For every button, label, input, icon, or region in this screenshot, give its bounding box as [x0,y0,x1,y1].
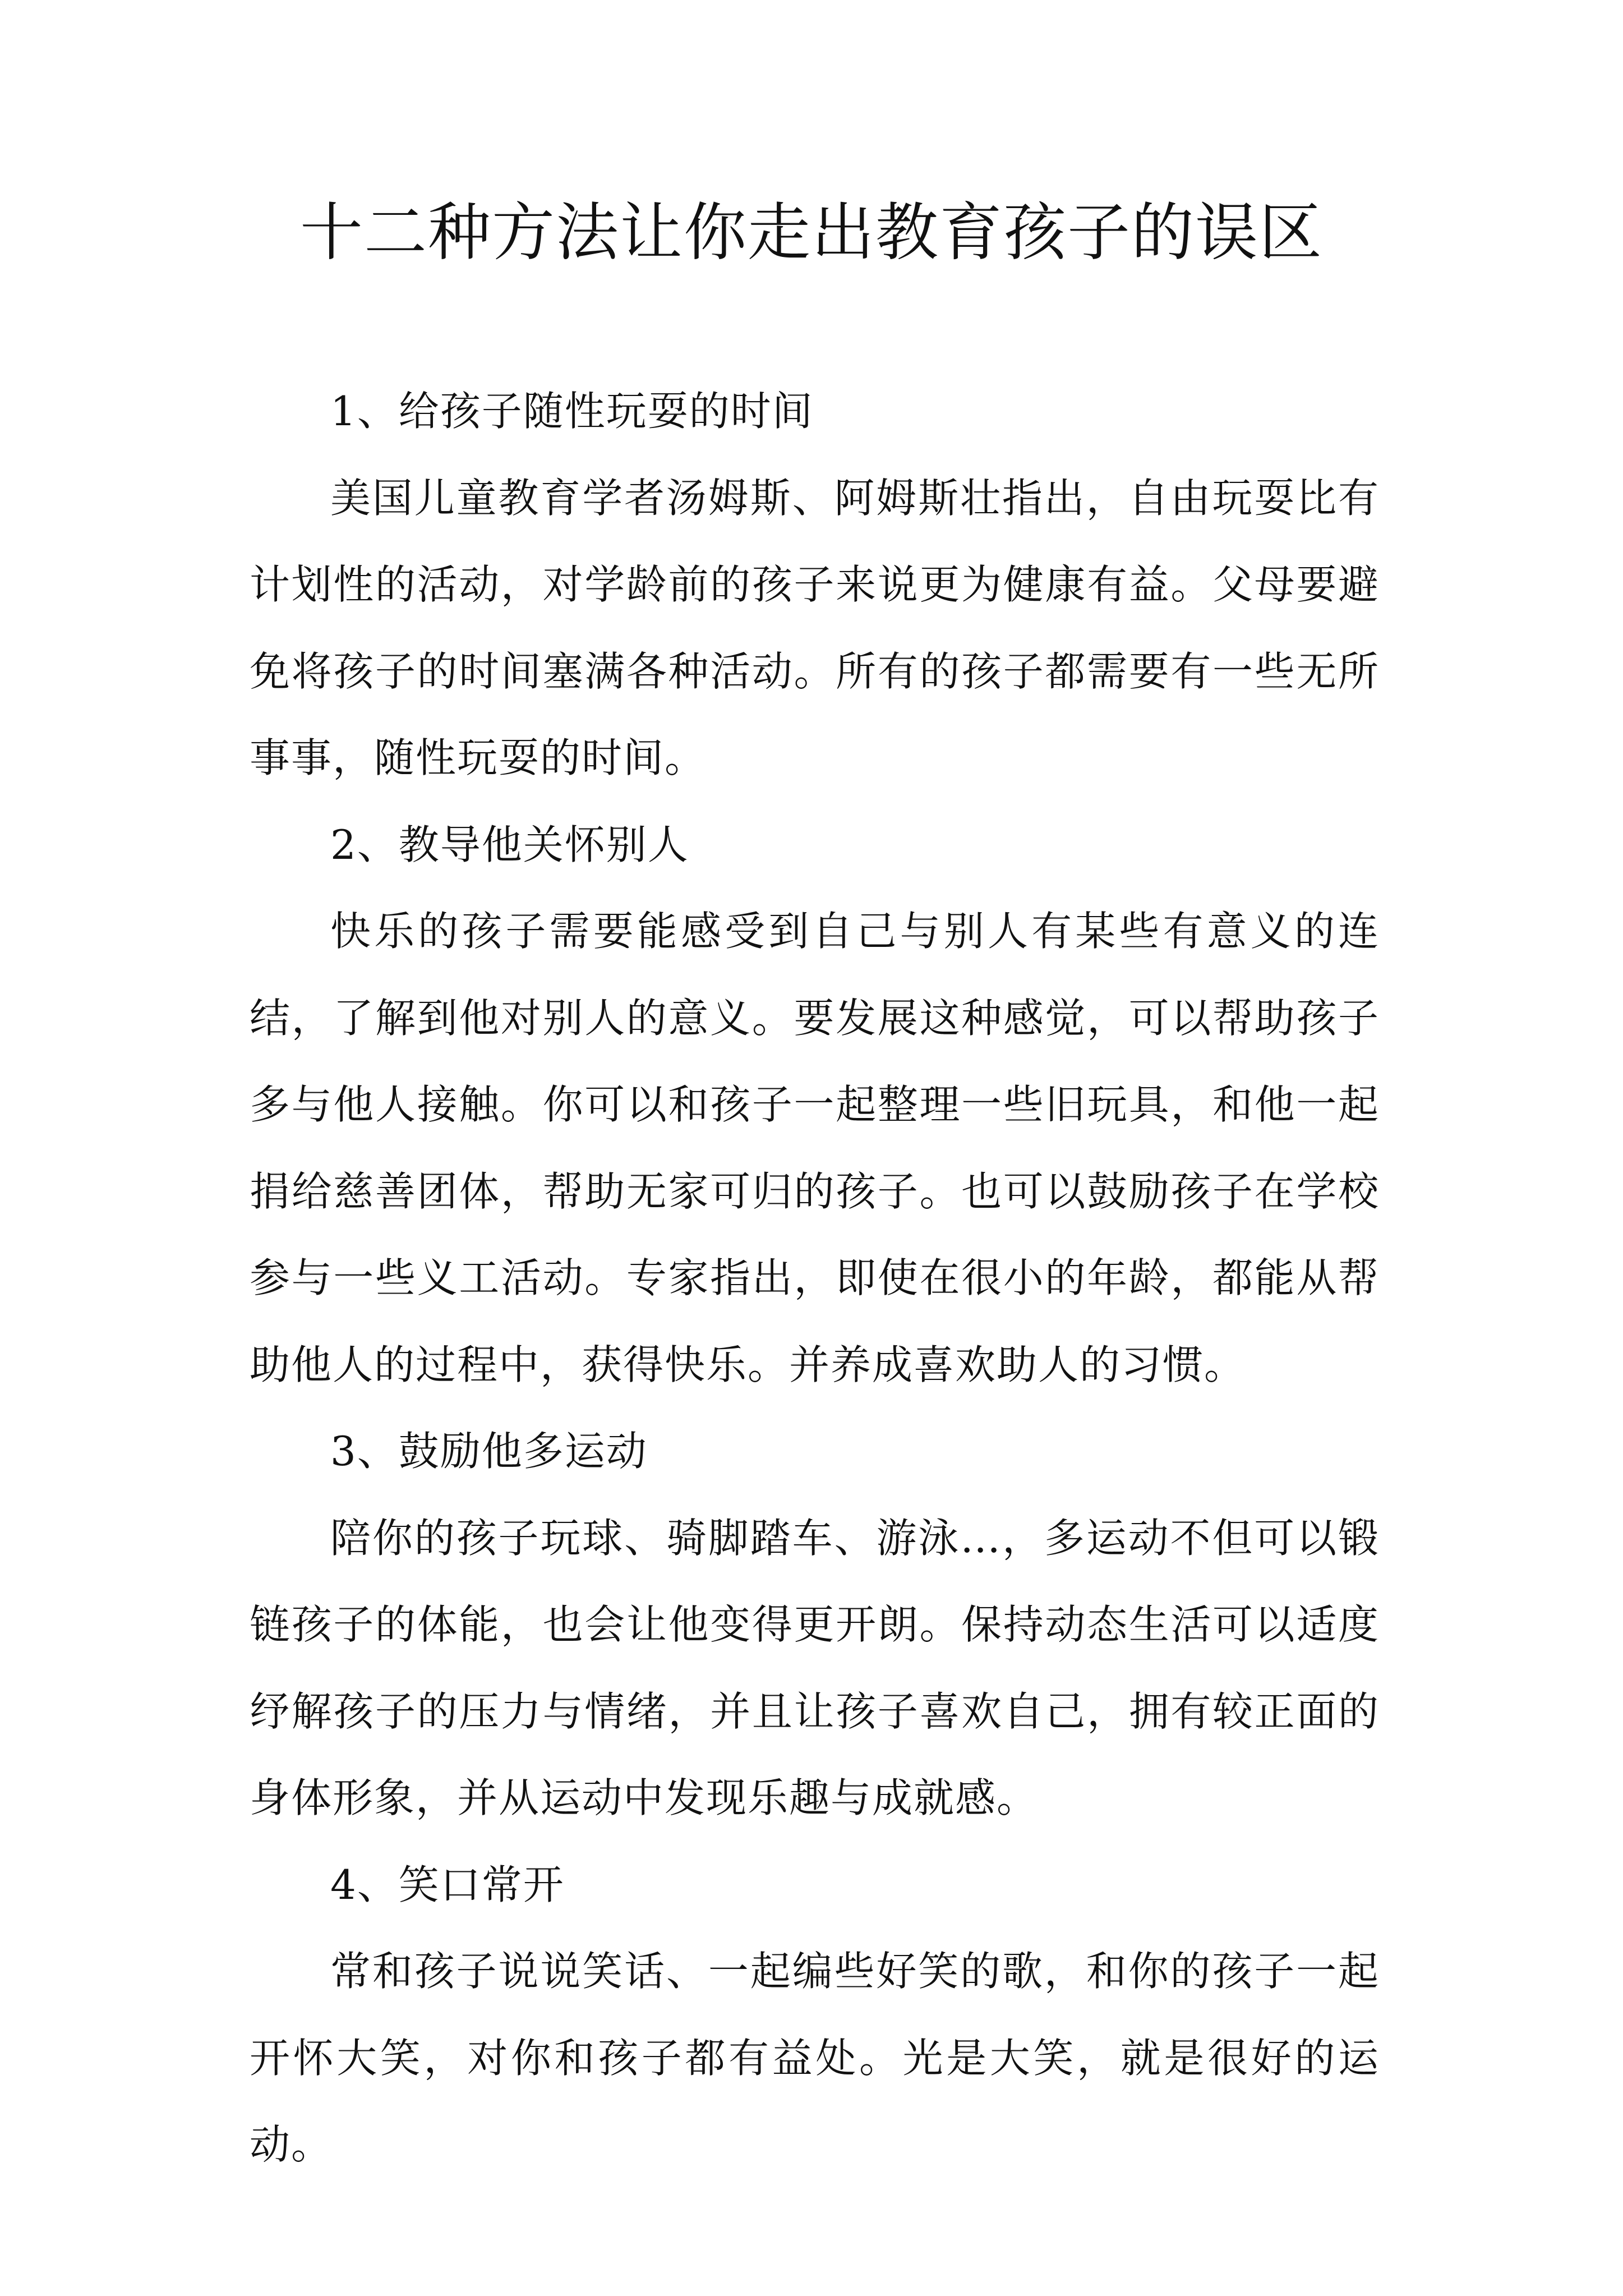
section-2-heading: 2、教导他关怀别人 [330,821,689,868]
section-4-paragraph: 常和孩子说说笑话、一起编些好笑的歌，和你的孩子一起开怀大笑，对你和孩子都有益处。光是大笑，就是很好的运动。 [250,1948,1380,2168]
section-1-paragraph: 美国儿童教育学者汤姆斯、阿姆斯壮指出，自由玩耍比有计划性的活动，对学龄前的孩子来说更为健康有益。父母要避免将孩子的时间塞满各种活动。所有的孩子都需要有一些无所事事，随性玩耍的时间。 [250,474,1380,781]
page-title: 十二种方法让你走出教育孩子的误区 [300,196,1323,269]
section-3-heading: 3、鼓励他多运动 [330,1428,648,1475]
section-1-heading: 1、给孩子随性玩耍的时间 [330,388,814,435]
section-2-paragraph: 快乐的孩子需要能感受到自己与别人有某些有意义的连结，了解到他对别人的意义。要发展这种感觉，可以帮助孩子多与他人接触。你可以和孩子一起整理一些旧玩具，和他一起捐给慈善团体，帮助无家可归的孩子。也可以鼓励孩子在学校参与一些义工活动。专家指出，即使在很小的年龄，都能从帮助他人的过程中，获得快乐。并养成喜欢助人的习惯。 [250,908,1380,1388]
section-3-paragraph: 陪你的孩子玩球、骑脚踏车、游泳…，多运动不但可以锻链孩子的体能，也会让他变得更开朗。保持动态生活可以适度纾解孩子的压力与情绪，并且让孩子喜欢自己，拥有较正面的身体形象，并从运动中发现乐趣与成就感。 [250,1514,1380,1821]
section-4-heading: 4、笑口常开 [330,1861,565,1908]
document-body [250,368,1380,2188]
